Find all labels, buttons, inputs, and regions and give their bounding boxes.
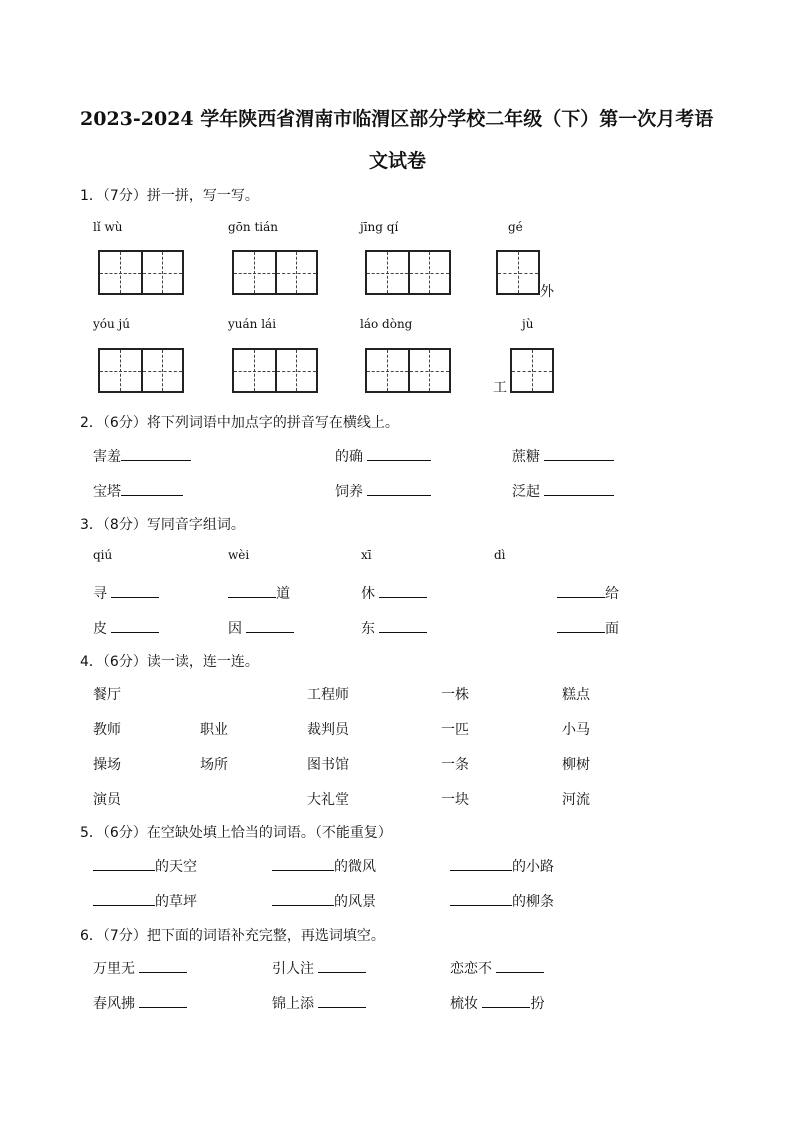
q3-char: 面 xyxy=(605,621,619,637)
q6-text: 万里无 xyxy=(93,961,135,977)
q1-pinyin: yuán lái xyxy=(228,317,277,331)
answer-blank[interactable] xyxy=(228,583,276,598)
writing-grid[interactable] xyxy=(510,348,554,393)
answer-blank[interactable] xyxy=(496,958,544,973)
match-item[interactable]: 餐厅 xyxy=(93,687,121,703)
writing-grid[interactable] xyxy=(365,348,451,393)
q2-word: 饲养 xyxy=(335,484,363,500)
q1-pinyin: lǐ wù xyxy=(93,220,123,234)
q3-char: 给 xyxy=(605,586,619,602)
q3-pinyin: qiú xyxy=(93,548,113,562)
q3-char: 道 xyxy=(276,586,290,602)
match-item[interactable]: 工程师 xyxy=(307,687,349,703)
answer-blank[interactable] xyxy=(318,993,366,1008)
q1-pinyin: jīng qí xyxy=(360,220,399,234)
answer-blank[interactable] xyxy=(482,993,530,1008)
q3-heading: 3．（8分）写同音字组词。 xyxy=(80,517,245,533)
answer-blank[interactable] xyxy=(367,446,431,461)
match-item[interactable]: 糕点 xyxy=(562,687,590,703)
answer-blank[interactable] xyxy=(318,958,366,973)
q3-item xyxy=(228,618,294,638)
q1-side-char: 工 xyxy=(493,380,507,396)
match-item[interactable]: 职业 xyxy=(200,722,228,738)
q5-text: 的草坪 xyxy=(155,894,197,910)
q3-item xyxy=(93,618,159,638)
q5-item xyxy=(93,891,197,911)
q1-pinyin: yóu jú xyxy=(93,317,130,331)
match-item[interactable]: 一株 xyxy=(441,687,469,703)
answer-blank[interactable] xyxy=(544,446,614,461)
q2-word: 的确 xyxy=(335,449,363,465)
q3-char: 因 xyxy=(228,621,242,637)
q1-pinyin: jù xyxy=(522,317,534,331)
match-item[interactable]: 演员 xyxy=(93,792,121,808)
match-item[interactable]: 一匹 xyxy=(441,722,469,738)
match-item[interactable]: 图书馆 xyxy=(307,757,349,773)
match-item[interactable]: 裁判员 xyxy=(307,722,349,738)
answer-blank[interactable] xyxy=(246,618,294,633)
q3-char: 东 xyxy=(361,621,375,637)
q6-text: 扮 xyxy=(530,996,545,1012)
q6-item xyxy=(450,958,544,978)
q2-item xyxy=(93,481,183,501)
writing-grid[interactable] xyxy=(98,250,184,295)
match-item[interactable]: 场所 xyxy=(200,757,228,773)
q2-word: 泛起 xyxy=(512,484,540,500)
q3-pinyin: xī xyxy=(361,548,372,562)
answer-blank[interactable] xyxy=(93,856,155,871)
q2-word: 宝塔 xyxy=(93,484,121,500)
writing-grid[interactable] xyxy=(232,348,318,393)
q3-char: 寻 xyxy=(93,586,107,602)
match-item[interactable]: 一块 xyxy=(441,792,469,808)
q6-item xyxy=(93,958,187,978)
q6-item xyxy=(450,993,544,1013)
q3-item xyxy=(361,583,427,603)
q2-word: 蔗糖 xyxy=(512,449,540,465)
answer-blank[interactable] xyxy=(557,583,605,598)
q2-item xyxy=(93,446,191,466)
q3-item xyxy=(361,618,427,638)
q3-item xyxy=(228,583,290,603)
q5-item xyxy=(272,856,376,876)
writing-grid[interactable] xyxy=(365,250,451,295)
q3-pinyin: wèi xyxy=(228,548,250,562)
q6-text: 锦上添 xyxy=(272,996,314,1012)
q3-item xyxy=(557,583,619,603)
q5-item xyxy=(272,891,376,911)
match-item[interactable]: 大礼堂 xyxy=(307,792,349,808)
answer-blank[interactable] xyxy=(379,583,427,598)
match-item[interactable]: 教师 xyxy=(93,722,121,738)
q2-item xyxy=(512,446,614,466)
answer-blank[interactable] xyxy=(111,618,159,633)
writing-grid[interactable] xyxy=(496,250,540,295)
q3-char: 皮 xyxy=(93,621,107,637)
q1-pinyin: gé xyxy=(508,220,523,234)
writing-grid[interactable] xyxy=(98,348,184,393)
q3-item xyxy=(557,618,619,638)
q6-item xyxy=(272,958,366,978)
q5-text: 的天空 xyxy=(155,859,197,875)
writing-grid[interactable] xyxy=(232,250,318,295)
q2-item xyxy=(335,446,431,466)
q1-pinyin: láo dòng xyxy=(360,317,413,331)
match-item[interactable]: 小马 xyxy=(562,722,590,738)
q3-pinyin: dì xyxy=(494,548,506,562)
answer-blank[interactable] xyxy=(450,891,512,906)
page-title: 2023-2024 学年陕西省渭南市临渭区部分学校二年级（下）第一次月考语 xyxy=(80,108,714,130)
q6-heading: 6．（7分）把下面的词语补充完整，再选词填空。 xyxy=(80,928,385,944)
q1-pinyin: gōn tián xyxy=(228,220,278,234)
answer-blank[interactable] xyxy=(121,446,191,461)
q1-heading: 1．（7分）拼一拼，写一写。 xyxy=(80,188,259,204)
answer-blank[interactable] xyxy=(111,583,159,598)
match-item[interactable]: 柳树 xyxy=(562,757,590,773)
answer-blank[interactable] xyxy=(450,856,512,871)
answer-blank[interactable] xyxy=(557,618,605,633)
q5-item xyxy=(450,891,554,911)
q3-char: 休 xyxy=(361,586,375,602)
q6-text: 引人注 xyxy=(272,961,314,977)
match-item[interactable]: 一条 xyxy=(441,757,469,773)
q6-text: 恋恋不 xyxy=(450,961,492,977)
answer-blank[interactable] xyxy=(139,993,187,1008)
q6-item xyxy=(93,993,187,1013)
q5-text: 的微风 xyxy=(334,859,376,875)
answer-blank[interactable] xyxy=(121,481,183,496)
page-title-line2: 文试卷 xyxy=(369,150,427,172)
answer-blank[interactable] xyxy=(379,618,427,633)
q6-item xyxy=(272,993,366,1013)
q6-text: 梳妆 xyxy=(450,996,478,1012)
match-item[interactable]: 操场 xyxy=(93,757,121,773)
q1-side-char: 外 xyxy=(540,284,554,300)
q2-item xyxy=(335,481,431,501)
q5-text: 的小路 xyxy=(512,859,554,875)
answer-blank[interactable] xyxy=(367,481,431,496)
q3-item xyxy=(93,583,159,603)
q2-item xyxy=(512,481,614,501)
q4-heading: 4．（6分）读一读，连一连。 xyxy=(80,654,259,670)
answer-blank[interactable] xyxy=(272,856,334,871)
q5-text: 的风景 xyxy=(334,894,376,910)
answer-blank[interactable] xyxy=(139,958,187,973)
q2-heading: 2．（6分）将下列词语中加点字的拼音写在横线上。 xyxy=(80,415,399,431)
q6-text: 春风拂 xyxy=(93,996,135,1012)
q5-text: 的柳条 xyxy=(512,894,554,910)
q5-item xyxy=(93,856,197,876)
answer-blank[interactable] xyxy=(272,891,334,906)
answer-blank[interactable] xyxy=(93,891,155,906)
q2-word: 害羞 xyxy=(93,449,121,465)
q5-item xyxy=(450,856,554,876)
q5-heading: 5．（6分）在空缺处填上恰当的词语。（不能重复） xyxy=(80,825,392,841)
match-item[interactable]: 河流 xyxy=(562,792,590,808)
answer-blank[interactable] xyxy=(544,481,614,496)
